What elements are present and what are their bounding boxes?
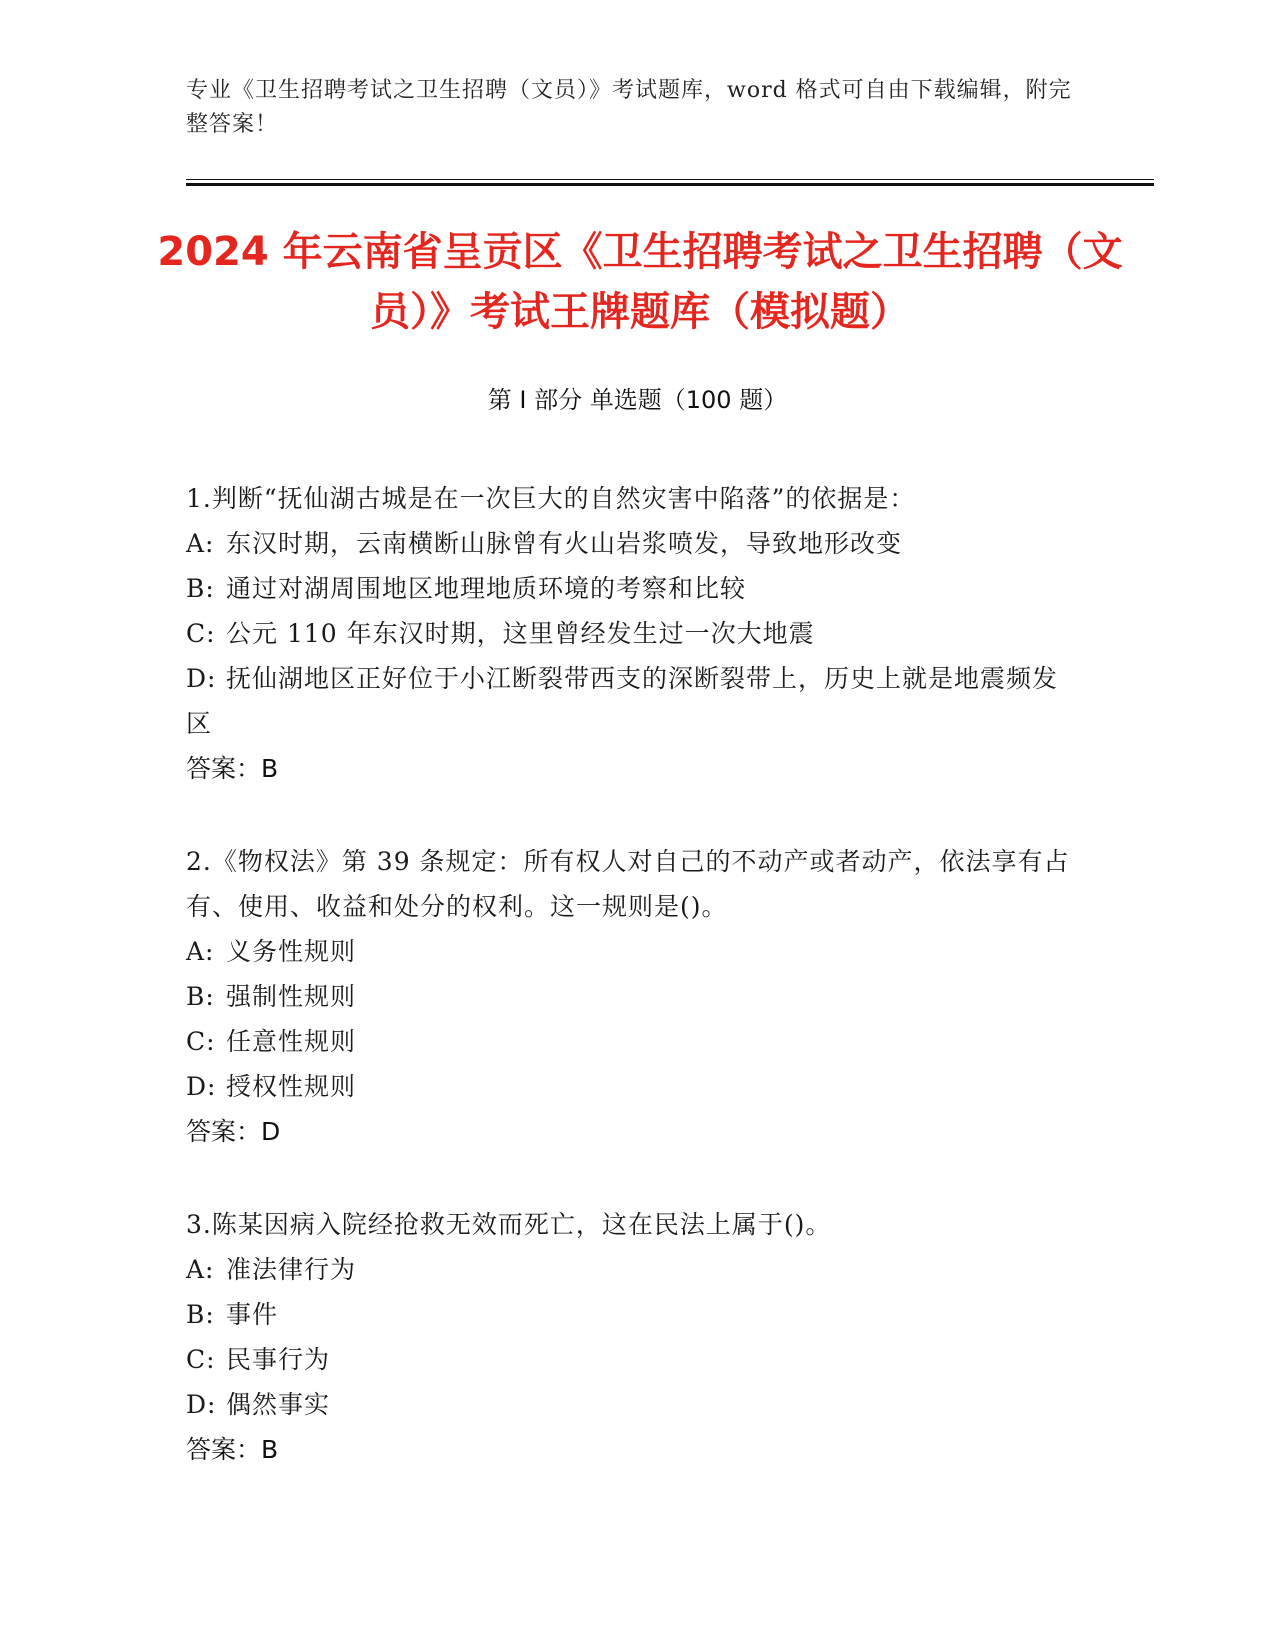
option-letter: A:	[186, 937, 215, 966]
option-letter: B:	[186, 1300, 215, 1329]
answer: 答案：B	[186, 1435, 279, 1464]
option-c	[186, 1337, 1076, 1382]
option-text: 民事行为	[226, 1345, 331, 1374]
header-rule-thin	[186, 179, 1154, 180]
option-text: 义务性规则	[226, 937, 357, 966]
option-b	[186, 566, 1076, 611]
question-text: 3.陈某因病入院经抢救无效而死亡，这在民法上属于()。	[186, 1210, 832, 1239]
option-text: 公元 110 年东汉时期，这里曾经发生过一次大地震	[226, 619, 815, 648]
option-letter: C:	[186, 1345, 216, 1374]
option-c	[186, 611, 1076, 656]
option-text: 东汉时期，云南横断山脉曾有火山岩浆喷发，导致地形改变	[226, 529, 903, 558]
option-a	[186, 929, 1076, 974]
question-3	[186, 1202, 1076, 1472]
option-a	[186, 1247, 1076, 1292]
option-text: 任意性规则	[226, 1027, 357, 1056]
option-d	[186, 1382, 1076, 1427]
option-letter: D:	[186, 1072, 217, 1101]
option-b	[186, 1292, 1076, 1337]
question-text: 1.判断“抚仙湖古城是在一次巨大的自然灾害中陷落”的依据是：	[186, 484, 916, 513]
answer: 答案：B	[186, 754, 279, 783]
question-1	[186, 476, 1076, 791]
option-letter: B:	[186, 574, 215, 603]
option-letter: D:	[186, 664, 217, 693]
option-c	[186, 1019, 1076, 1064]
question-text: 2.《物权法》第 39 条规定：所有权人对自己的不动产或者动产，依法享有占有、使用、收益和处分的权利。这一规则是()。	[186, 847, 1070, 921]
option-d	[186, 656, 1076, 746]
answer: 答案：D	[186, 1117, 281, 1146]
document-title: 2024 年云南省呈贡区《卫生招聘考试之卫生招聘（文员）》考试王牌题库（模拟题）	[157, 229, 1123, 335]
option-text: 事件	[226, 1300, 279, 1329]
question-list	[186, 476, 1076, 1520]
option-a	[186, 521, 1076, 566]
option-text: 偶然事实	[226, 1390, 331, 1419]
question-2	[186, 839, 1076, 1154]
option-letter: B:	[186, 982, 215, 1011]
option-text: 强制性规则	[226, 982, 357, 1011]
header-note: 专业《卫生招聘考试之卫生招聘（文员）》考试题库，word 格式可自由下载编辑，附完整答案！	[186, 78, 1072, 137]
option-text: 抚仙湖地区正好位于小江断裂带西支的深断裂带上，历史上就是地震频发区	[186, 664, 1059, 738]
option-text: 授权性规则	[226, 1072, 357, 1101]
option-d	[186, 1064, 1076, 1109]
option-letter: C:	[186, 1027, 216, 1056]
option-letter: A:	[186, 1255, 215, 1284]
option-letter: A:	[186, 529, 215, 558]
option-letter: C:	[186, 619, 216, 648]
option-text: 准法律行为	[226, 1255, 357, 1284]
option-b	[186, 974, 1076, 1019]
section-heading: 第 I 部分 单选题（100 题）	[487, 386, 788, 414]
header-rule-thick	[186, 183, 1154, 186]
option-letter: D:	[186, 1390, 217, 1419]
option-text: 通过对湖周围地区地理地质环境的考察和比较	[226, 574, 747, 603]
